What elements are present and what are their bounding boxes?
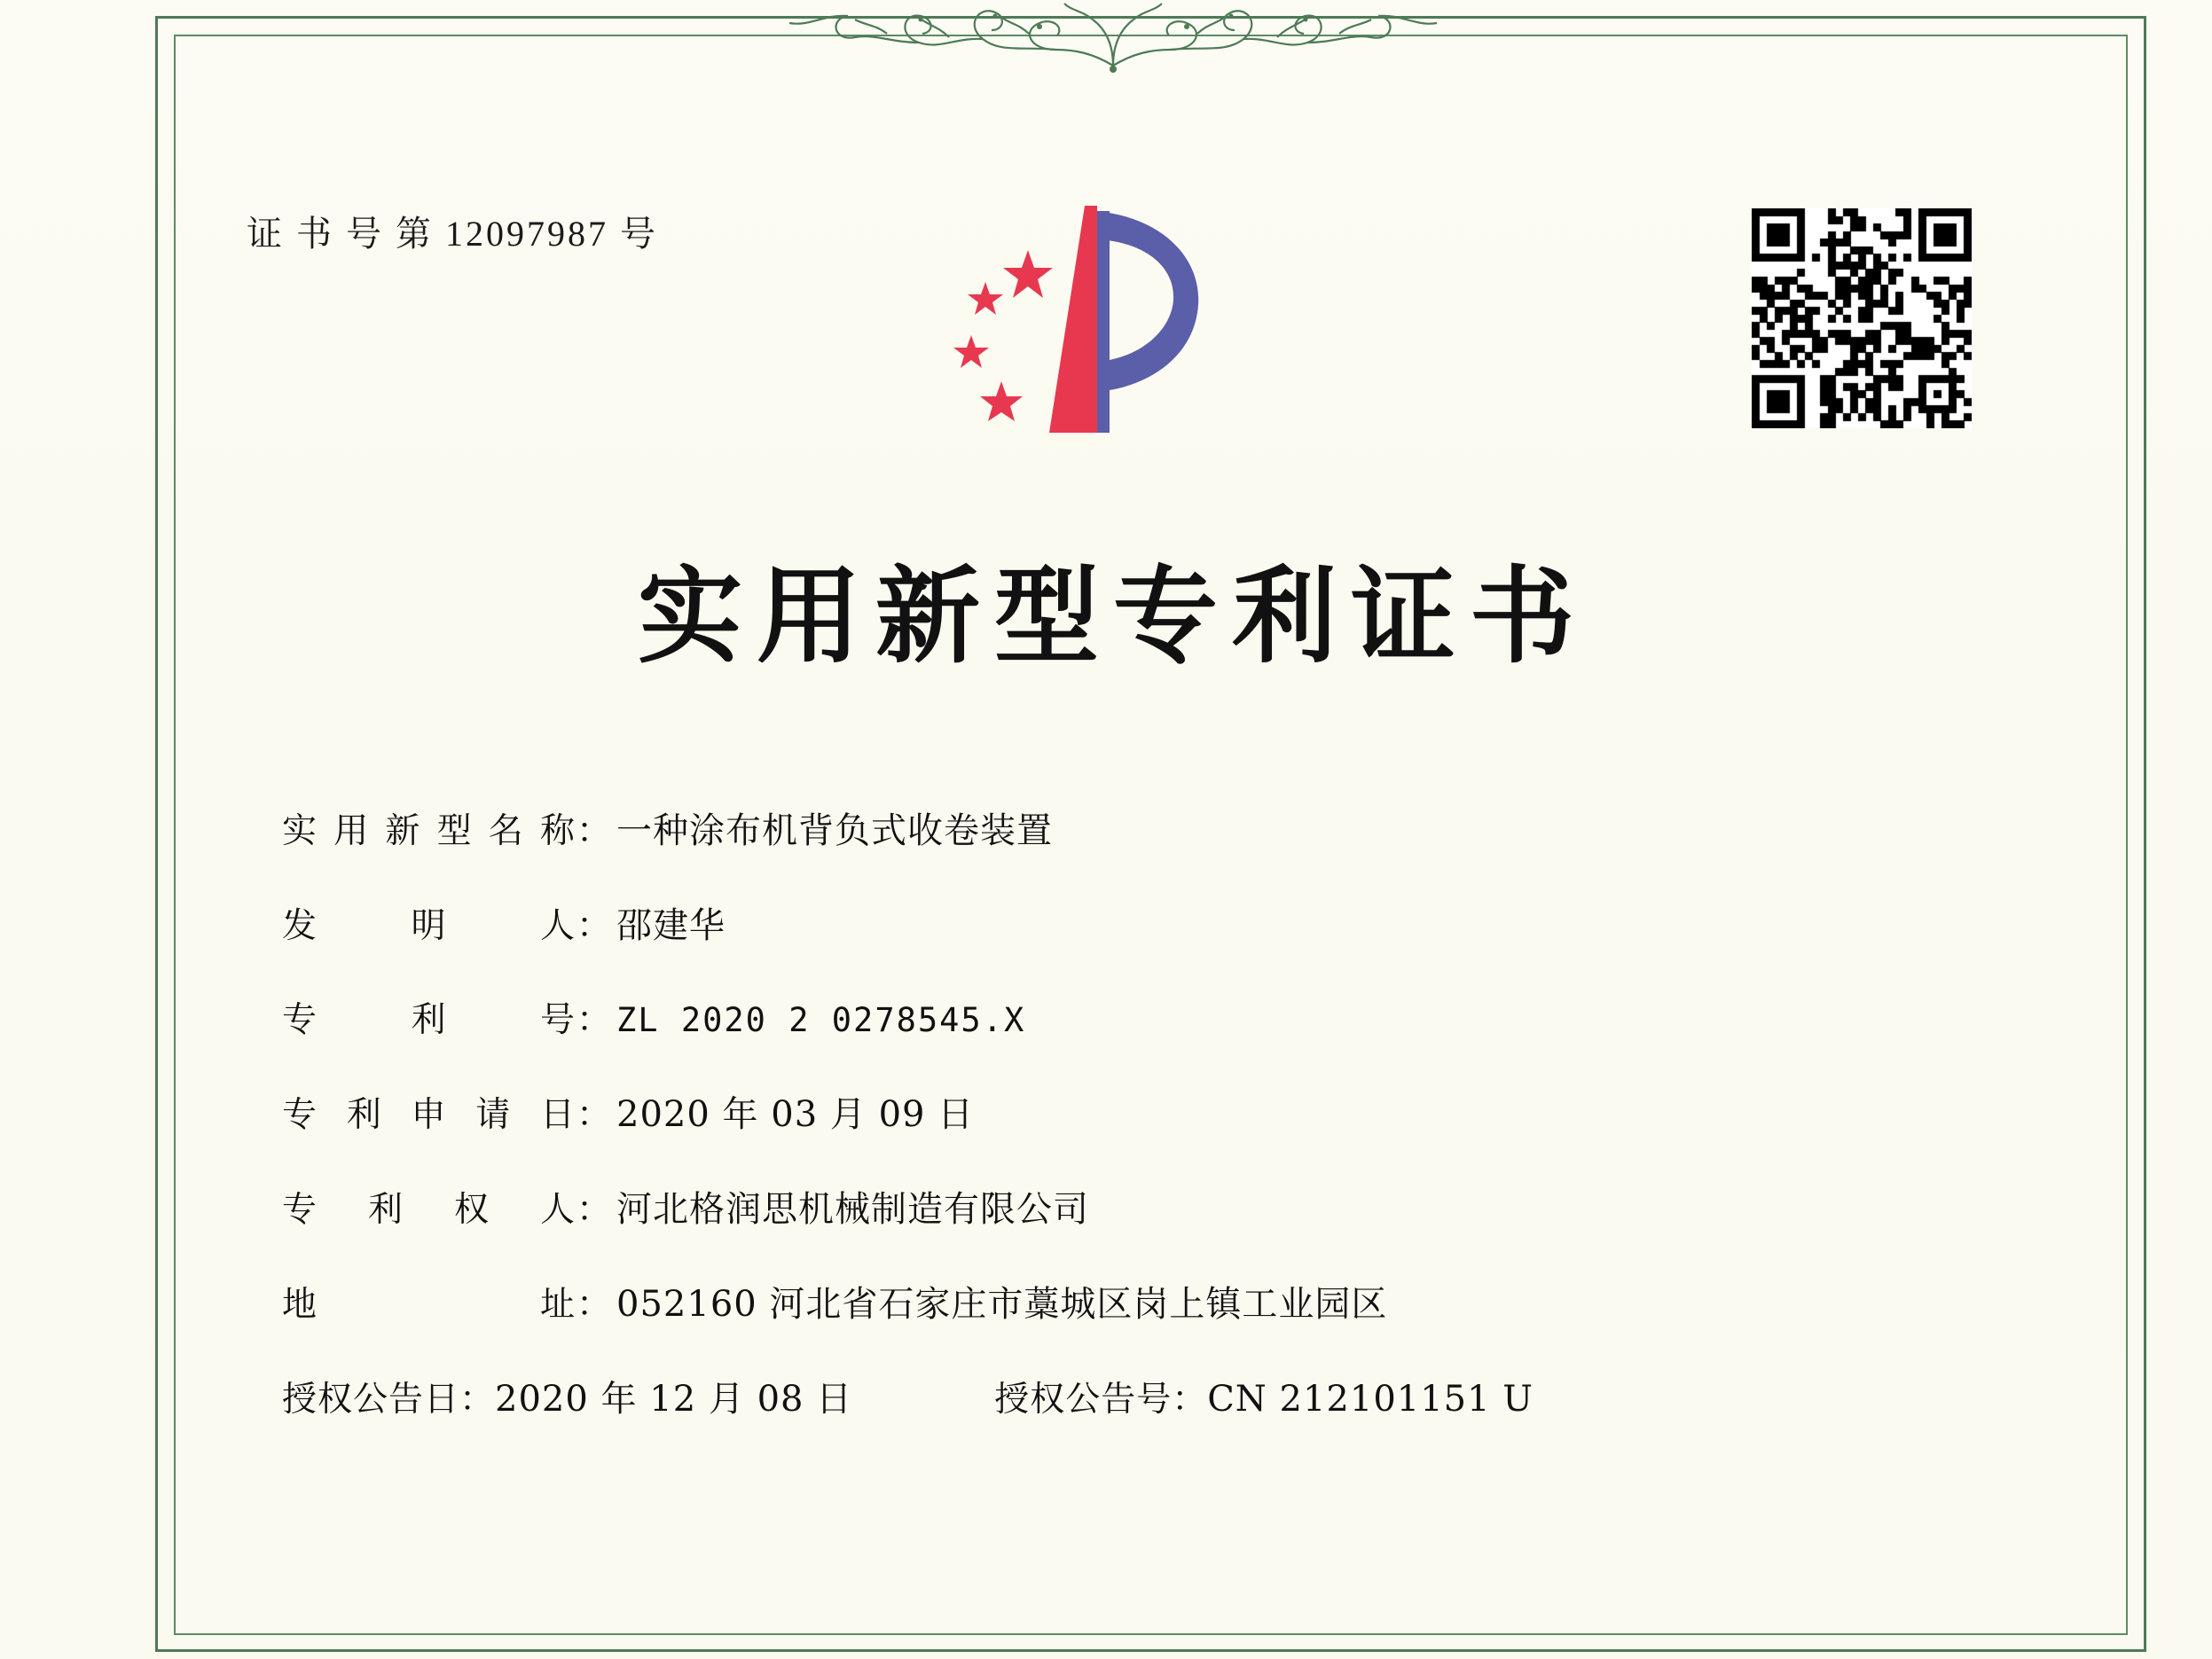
field-colon: ： — [577, 1095, 612, 1135]
page-title: 实用新型专利证书 — [637, 554, 1588, 677]
grant-number-value: CN 212101151 U — [1207, 1379, 1533, 1420]
certificate-fields — [282, 802, 1967, 1421]
field-label-utility-model-name: 实 用 新 型 名 称 — [282, 811, 575, 851]
grant-date-label: 授权公告日： — [282, 1380, 496, 1420]
grant-number-group — [994, 1372, 1533, 1421]
field-patent-number — [282, 992, 1967, 1042]
grant-date-value: 2020 年 12 月 08 日 — [495, 1379, 853, 1420]
field-inventor — [282, 897, 1967, 948]
field-colon: ： — [577, 1000, 612, 1040]
field-utility-model-name — [282, 802, 1967, 853]
certificate-number: 证 书 号 第 12097987 号 — [247, 214, 658, 254]
field-value-address: 052160 河北省石家庄市藁城区岗上镇工业园区 — [616, 1284, 1388, 1325]
field-value-application-date: 2020 年 03 月 09 日 — [616, 1094, 975, 1135]
field-value-patent-number: ZL 2020 2 0278545.X — [616, 1001, 1026, 1039]
field-colon: ： — [577, 906, 612, 946]
ornamental-scrollwork — [763, 0, 1463, 81]
field-value-utility-model-name: 一种涂布机背负式收卷装置 — [616, 810, 1054, 851]
grant-announcement-row — [282, 1371, 1967, 1421]
field-colon: ： — [577, 1190, 612, 1230]
field-application-date — [282, 1086, 1967, 1137]
field-colon: ： — [577, 1285, 612, 1325]
field-label-patent-number: 专 利 号 — [282, 1000, 575, 1040]
field-patentee — [282, 1181, 1967, 1232]
field-address — [282, 1276, 1967, 1326]
field-label-inventor: 发 明 人 — [282, 906, 575, 946]
field-label-patentee: 专 利 权 人 — [282, 1190, 575, 1230]
field-label-application-date: 专 利 申 请 日 — [282, 1095, 575, 1135]
qr-code — [1752, 208, 1972, 428]
field-value-inventor: 邵建华 — [616, 905, 726, 946]
field-label-address: 地 址 — [282, 1285, 575, 1325]
field-value-patentee: 河北格润思机械制造有限公司 — [616, 1189, 1090, 1230]
cnipa-emblem-icon — [936, 193, 1228, 450]
grant-number-label: 授权公告号： — [994, 1380, 1208, 1420]
field-colon: ： — [577, 811, 612, 851]
